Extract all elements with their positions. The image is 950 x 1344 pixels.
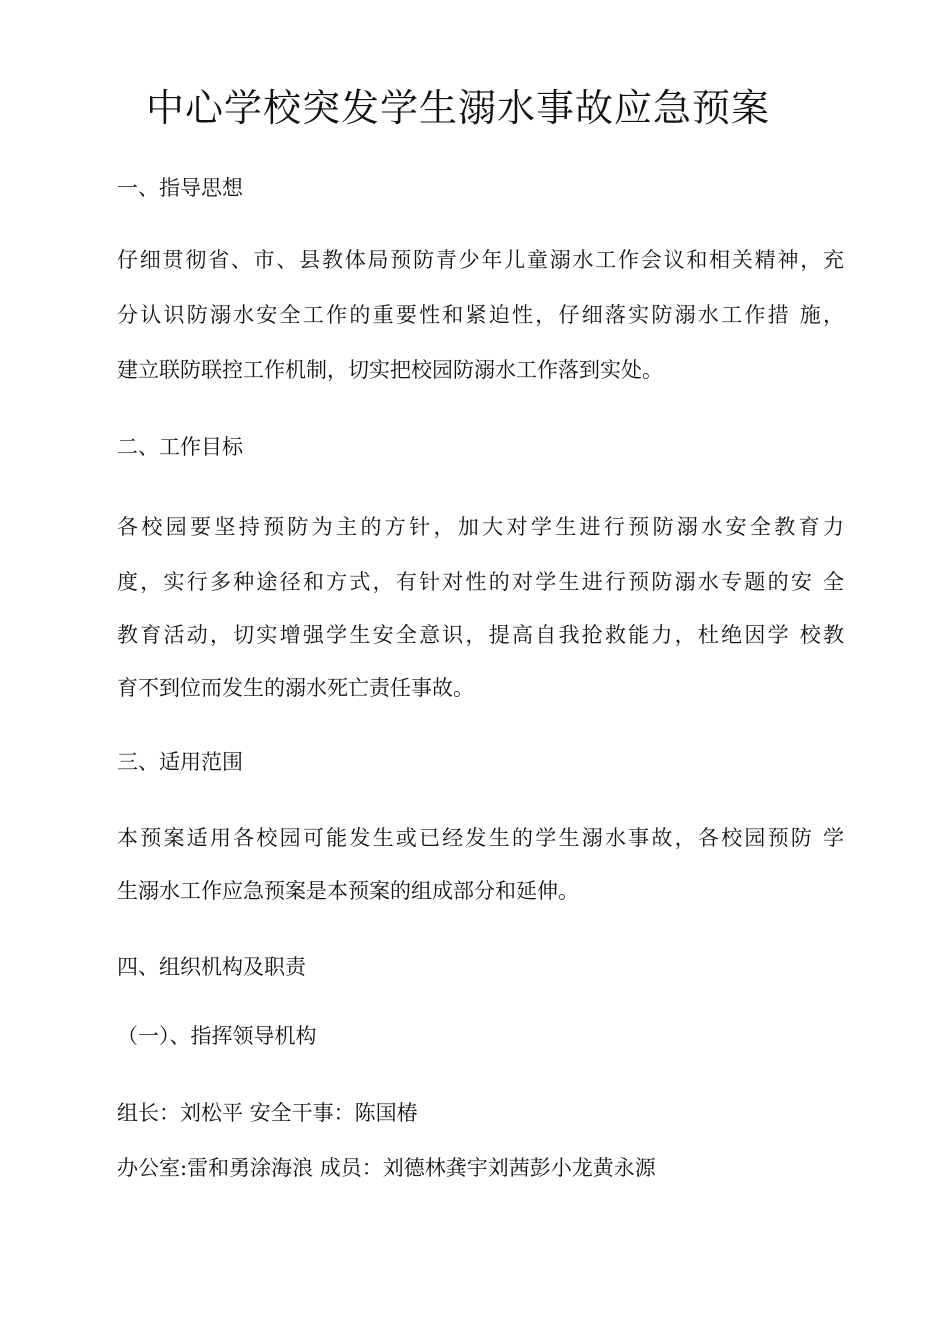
staff-line-leaders: 组长：刘松平 安全干事：陈国椿 (117, 1101, 418, 1125)
section-heading-work-goals: 二、工作目标 (117, 435, 243, 459)
section-heading-guiding-ideology: 一、指导思想 (117, 176, 243, 200)
paragraph-line: 建立联防联控工作机制，切实把校园防溺水工作落到实处。 (117, 358, 663, 382)
paragraph-line: 度，实行多种途径和方式，有针对性的对学生进行预防溺水专题的安 全 (117, 570, 844, 594)
subheading-command-leadership: （一）、指挥领导机构 (117, 1024, 317, 1048)
paragraph-line: 教育活动，切实增强学生安全意识，提高自我抢救能力，杜绝因学 校教 (117, 623, 844, 647)
paragraph-line: 生溺水工作应急预案是本预案的组成部分和延伸。 (117, 879, 579, 903)
paragraph-line: 各校园要坚持预防为主的方针，加大对学生进行预防溺水安全教育力 (117, 515, 844, 539)
document-title: 中心学校突发学生溺水事故应急预案 (145, 86, 770, 130)
paragraph-line: 育不到位而发生的溺水死亡责任事故。 (117, 676, 474, 700)
paragraph-line: 本预案适用各校园可能发生或已经发生的学生溺水事故，各校园预防 学 (117, 826, 844, 850)
section-heading-scope: 三、适用范围 (117, 750, 243, 774)
section-heading-organization: 四、组织机构及职责 (117, 955, 306, 979)
staff-line-office-members: 办公室:雷和勇涂海浪 成员：刘德林龚宇刘茜彭小龙黄永源 (117, 1156, 656, 1180)
paragraph-line: 仔细贯彻省、市、县教体局预防青少年儿童溺水工作会议和相关精神，充 (117, 248, 844, 272)
paragraph-line: 分认识防溺水安全工作的重要性和紧迫性，仔细落实防溺水工作措 施， (117, 303, 844, 327)
